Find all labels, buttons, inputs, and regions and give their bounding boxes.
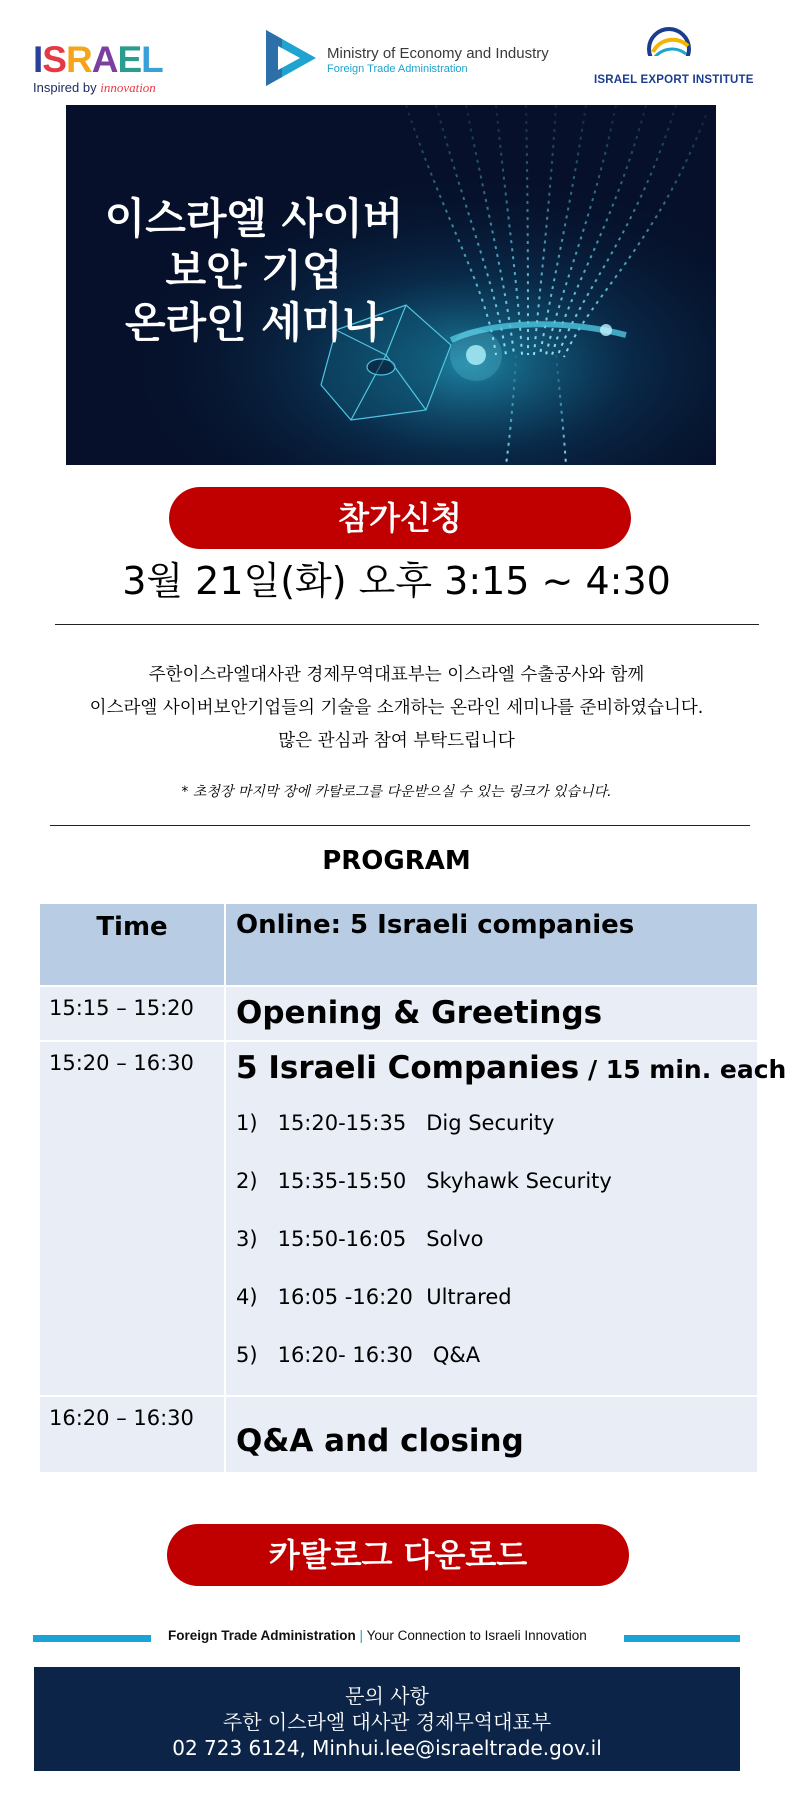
export-institute-name: ISRAEL EXPORT INSTITUTE [594,74,754,86]
list-item: 1) 15:20-15:35 Dig Security [236,1111,555,1135]
catalog-download-button[interactable]: 카탈로그 다운로드 [167,1524,629,1586]
description-header: Online: 5 Israeli companies [226,904,757,985]
catalog-note: * 초청장 마지막 장에 카탈로그를 다운받으실 수 있는 링크가 있습니다. [181,784,612,800]
row-time: 16:20 – 16:30 [40,1397,224,1472]
row-title: Opening & Greetings [226,987,757,1040]
hero-banner [66,105,716,465]
event-date: 3월 21일(화) 오후 3:15 ~ 4:30 [122,559,671,603]
time-header: Time [40,904,224,985]
list-item: 4) 16:05 -16:20 Ultrared [236,1285,512,1309]
program-title: PROGRAM [322,846,471,876]
contact-heading: 문의 사항 [345,1684,429,1708]
israel-wordmark: ISRAEL [33,39,163,80]
table-row [40,987,757,1040]
ministry-title: Ministry of Economy and Industry [327,45,549,62]
table-row [40,1397,757,1472]
table-row [40,1042,787,1395]
row-time: 15:20 – 16:30 [40,1042,224,1395]
footer-tagline: Foreign Trade Administration | Your Connection to Israeli Innovation [168,1628,587,1643]
row-title: Q&A and closing [226,1397,757,1472]
export-institute-logo [594,26,754,86]
row-title: 5 Israeli Companies / 15 min. each [236,1050,787,1086]
israel-tagline: Inspired by innovation [33,80,156,95]
banner-title: 이스라엘 사이버 보안 기업 온라인 세미나 [104,194,404,347]
israel-logo [33,39,163,96]
list-item: 3) 15:50-16:05 Solvo [236,1227,484,1251]
list-item: 5) 16:20- 16:30 Q&A [236,1343,481,1367]
ministry-subtitle: Foreign Trade Administration [327,63,468,75]
footer-accent-bar [624,1635,740,1642]
contact-box [34,1667,740,1771]
table-header-row [40,904,757,985]
register-button[interactable]: 참가신청 [169,487,631,549]
list-item: 2) 15:35-15:50 Skyhawk Security [236,1169,612,1193]
intro-text: 주한이스라엘대사관 경제무역대표부는 이스라엘 수출공사와 함께 이스라엘 사이버보안기업들의 기술을 소개하는 온라인 세미나를 준비하였습니다. 많은 관심과 참여 부탁드립니다 [89,665,704,751]
globe-swirl-icon [644,26,694,72]
program-table [40,904,787,1472]
divider [55,624,759,625]
header-logos [0,22,793,94]
ministry-play-icon [262,28,318,88]
contact-details[interactable]: 02 723 6124, Minhui.lee@israeltrade.gov.il [172,1736,602,1760]
contact-org: 주한 이스라엘 대사관 경제무역대표부 [222,1710,552,1734]
row-time: 15:15 – 15:20 [40,987,224,1040]
company-list [236,1094,757,1384]
footer-accent-bar [33,1635,151,1642]
divider [50,825,750,826]
